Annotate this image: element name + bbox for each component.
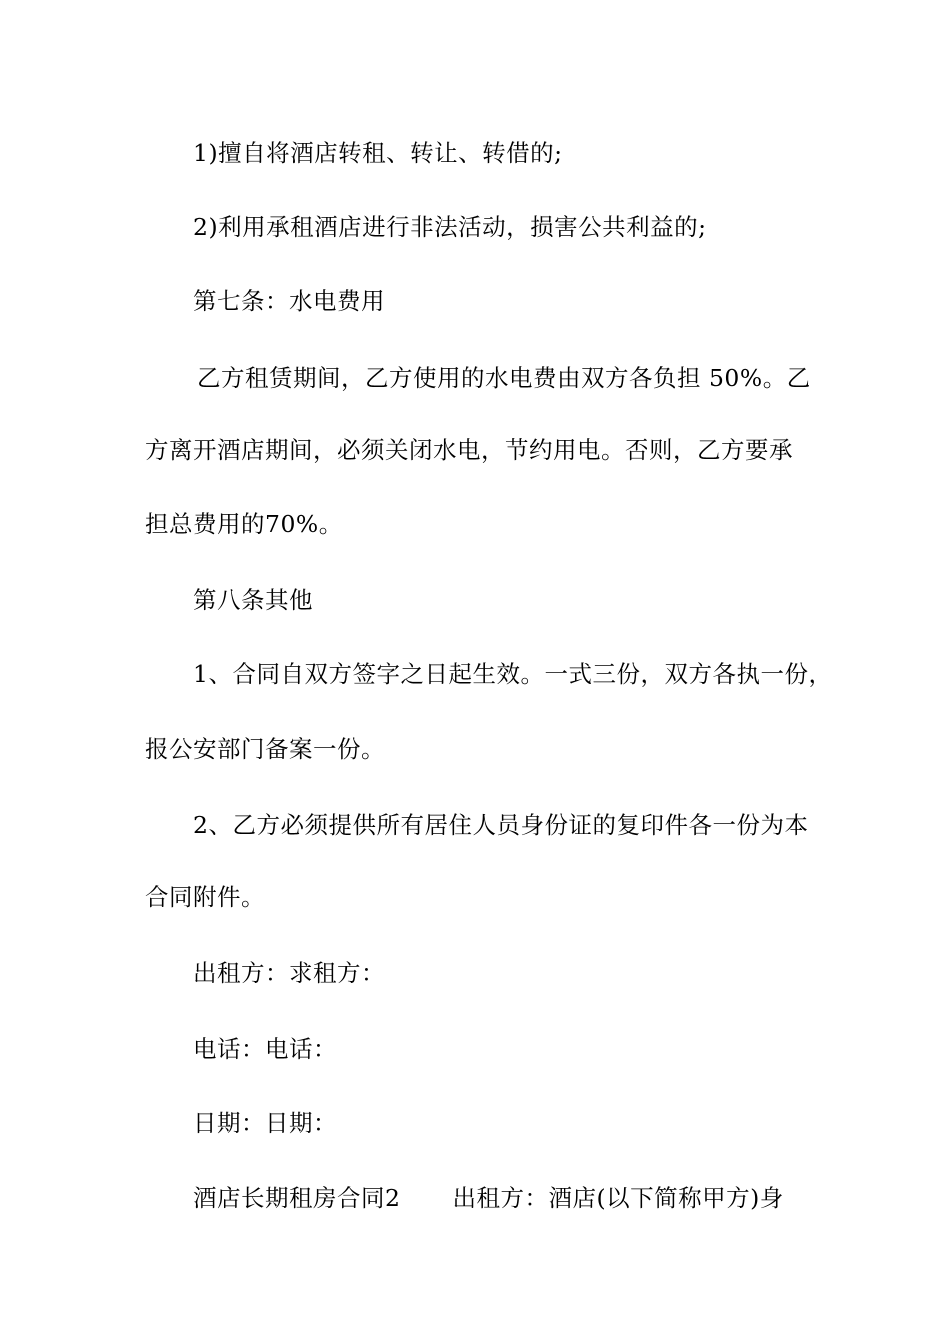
article-7-heading: 第七条：水电费用 (193, 287, 385, 315)
clause-item-1: 1)擅自将酒店转租、转让、转借的; (193, 139, 563, 167)
signature-date: 日期：日期： (193, 1109, 337, 1137)
signature-parties: 出租方：求租方： (193, 959, 385, 987)
other-item-1-line-1: 1、合同自双方签字之日起生效。一式三份，双方各执一份， (193, 660, 833, 688)
contract-2-title-line (193, 1183, 784, 1213)
utility-paragraph-line-1: 乙方租赁期间，乙方使用的水电费由双方各负担 50%。乙 (197, 364, 811, 392)
utility-paragraph-line-2: 方离开酒店期间，必须关闭水电，节约用电。否则，乙方要承 (145, 436, 793, 464)
other-item-2-line-1: 2、乙方必须提供所有居住人员身份证的复印件各一份为本 (193, 811, 809, 839)
other-item-1-line-2: 报公安部门备案一份。 (145, 735, 385, 763)
other-item-2-line-2: 合同附件。 (145, 883, 265, 911)
article-8-heading: 第八条其他 (193, 586, 313, 614)
clause-item-2: 2)利用承租酒店进行非法活动，损害公共利益的; (193, 213, 707, 241)
utility-paragraph-line-3: 担总费用的70%。 (145, 510, 343, 538)
contract-2-title: 酒店长期租房合同2 (193, 1184, 401, 1212)
signature-phone: 电话：电话： (193, 1035, 337, 1063)
contract-2-lessor-intro: 出租方：酒店(以下简称甲方)身 (452, 1184, 784, 1212)
